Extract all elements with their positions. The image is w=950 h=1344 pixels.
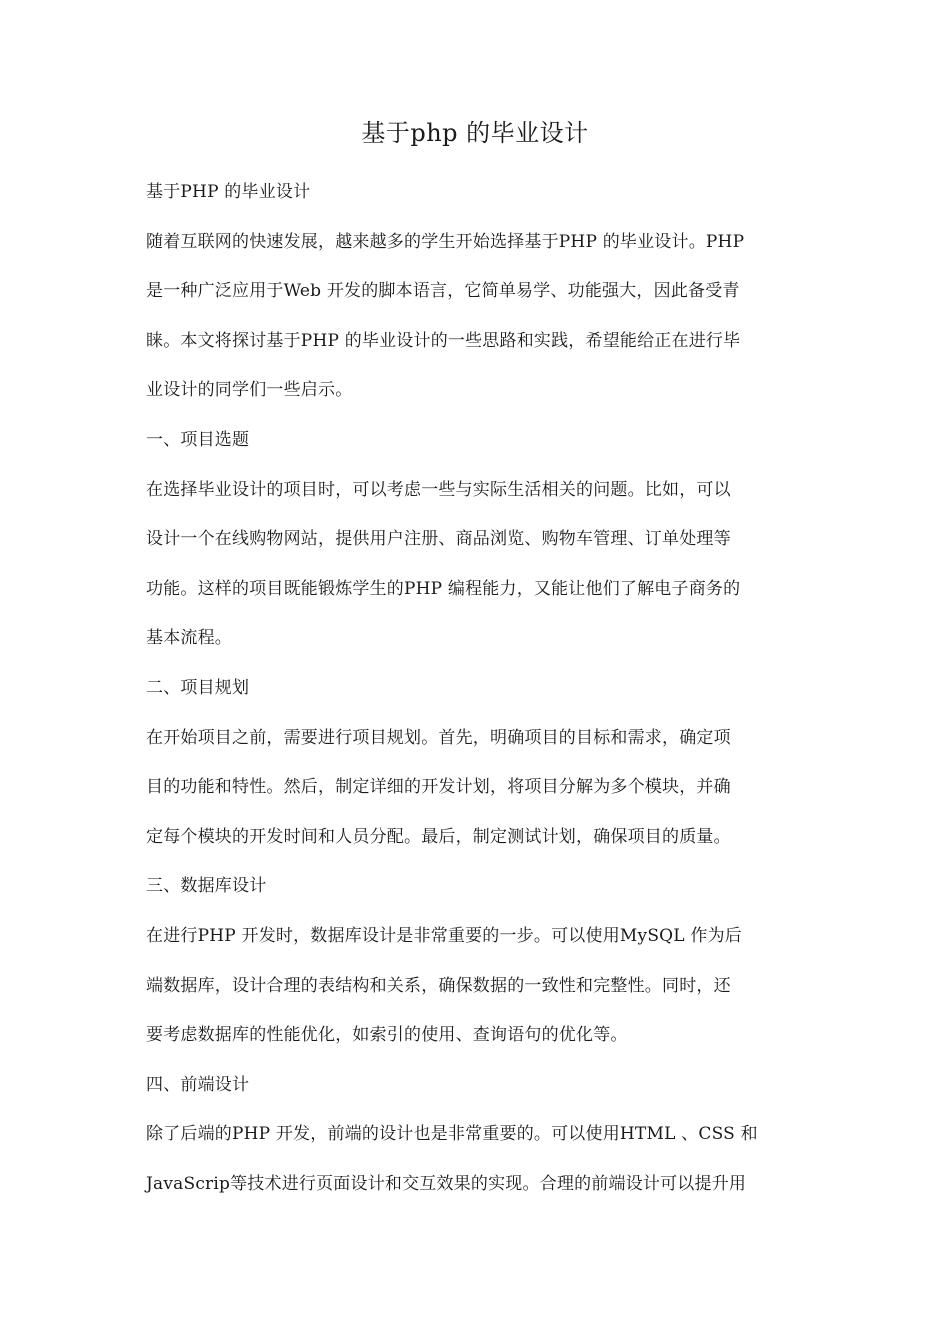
paragraph-line: 定每个模块的开发时间和人员分配。最后，制定测试计划，确保项目的质量。 xyxy=(146,826,731,847)
paragraph-line: 要考虑数据库的性能优化，如索引的使用、查询语句的优化等。 xyxy=(146,1025,628,1046)
paragraph-line: 是一种广泛应用于Web 开发的脚本语言，它简单易学、功能强大，因此备受青 xyxy=(146,281,740,302)
paragraph-line: 设计一个在线购物网站，提供用户注册、商品浏览、购物车管理、订单处理等 xyxy=(146,529,731,550)
section-heading: 四、前端设计 xyxy=(146,1074,250,1095)
subtitle-line: 基于PHP 的毕业设计 xyxy=(146,182,311,202)
section-heading: 一、项目选题 xyxy=(146,429,250,450)
paragraph-line: 基本流程。 xyxy=(146,628,232,649)
paragraph-line: 除了后端的PHP 开发，前端的设计也是非常重要的。可以使用HTML 、CSS 和 xyxy=(146,1124,758,1145)
paragraph-line: 在开始项目之前，需要进行项目规划。首先，明确项目的目标和需求，确定项 xyxy=(146,727,731,748)
paragraph-line: 端数据库，设计合理的表结构和关系，确保数据的一致性和完整性。同时，还 xyxy=(146,975,731,996)
paragraph-line: 功能。这样的项目既能锻炼学生的PHP 编程能力，又能让他们了解电子商务的 xyxy=(146,578,741,599)
paragraph-line: 在选择毕业设计的项目时，可以考虑一些与实际生活相关的问题。比如，可以 xyxy=(146,479,731,500)
section-heading: 二、项目规划 xyxy=(146,677,250,698)
paragraph-line: 睐。本文将探讨基于PHP 的毕业设计的一些思路和实践，希望能给正在进行毕 xyxy=(146,330,741,351)
section-heading: 三、数据库设计 xyxy=(146,876,267,897)
document-title: 基于php 的毕业设计 xyxy=(361,119,589,147)
paragraph-line: 随着互联网的快速发展，越来越多的学生开始选择基于PHP 的毕业设计。PHP xyxy=(146,231,745,252)
paragraph-line: 在进行PHP 开发时，数据库设计是非常重要的一步。可以使用MySQL 作为后 xyxy=(146,925,742,946)
paragraph-line: 业设计的同学们一些启示。 xyxy=(146,380,353,401)
paragraph-line: 目的功能和特性。然后，制定详细的开发计划，将项目分解为多个模块，并确 xyxy=(146,777,731,798)
paragraph-line: JavaScrip等技术进行页面设计和交互效果的实现。合理的前端设计可以提升用 xyxy=(146,1173,747,1194)
document-body xyxy=(146,168,806,1209)
